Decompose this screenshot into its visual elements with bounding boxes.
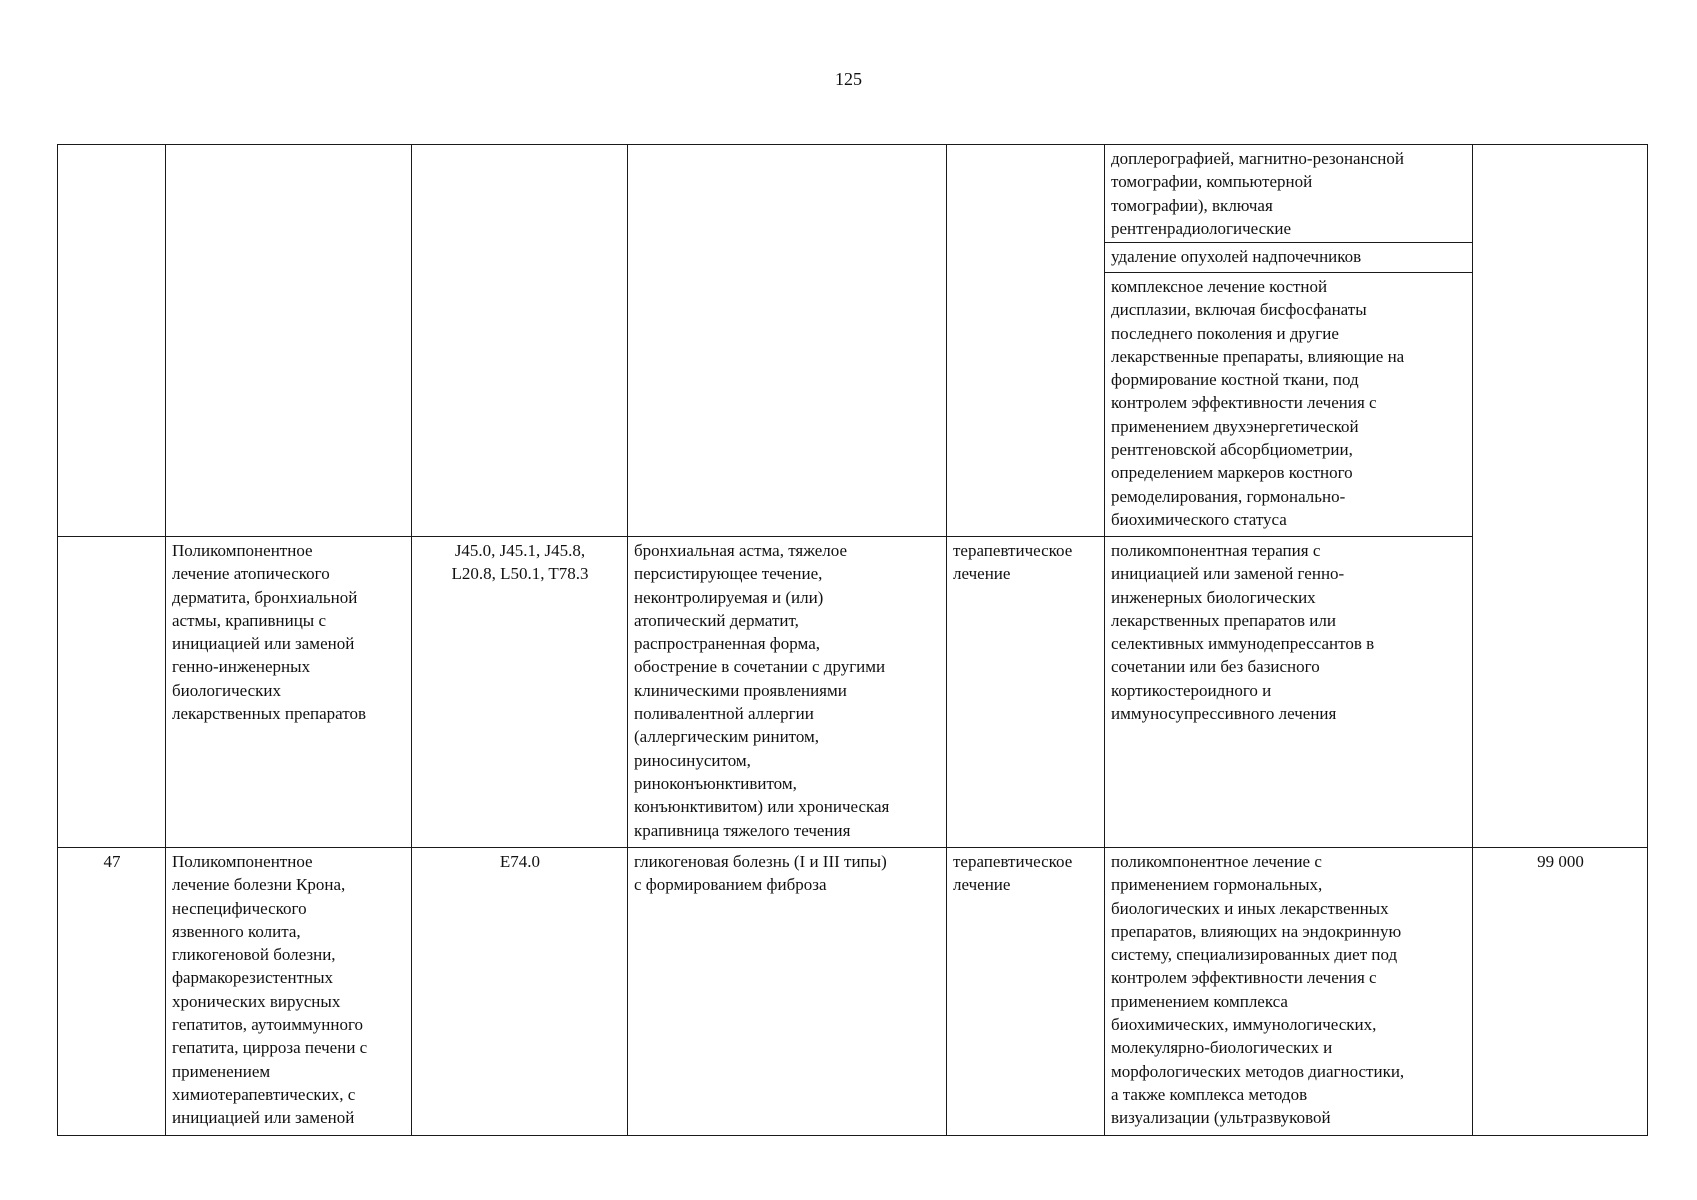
cell-method: комплексное лечение костной дисплазии, включая бисфосфанаты последнего поколения и другие лекарственные препараты, влияющие на формирование костной ткани, под контролем эффективности лечения с применением двухэнергетической рентгеновской абсорбциометрии, определением маркеров костного ремоделирования, гормонально- биохимического статуса: [1105, 273, 1473, 537]
cell-method: удаление опухолей надпочечников: [1105, 243, 1473, 273]
table-row-47: [58, 848, 1648, 1136]
cell-method: доплерографией, магнитно-резонансной томографии, компьютерной томографии), включая рентгенрадиологические: [1105, 145, 1473, 243]
table-row-atopic: [58, 537, 1648, 848]
cell-cost-empty: [1473, 145, 1648, 848]
cell-cost: 99 000: [1473, 848, 1648, 1136]
cell-model: гликогеновая болезнь (I и III типы) с формированием фиброза: [628, 848, 947, 1136]
cell-name-empty: [166, 145, 412, 537]
cell-method: поликомпонентная терапия с инициацией или заменой генно- инженерных биологических лекарственных препаратов или селективных иммунодепрессантов в сочетании или без базисного кортикостероидного и иммуносупрессивного лечения: [1105, 537, 1473, 848]
cell-name: Поликомпонентное лечение атопического дерматита, бронхиальной астмы, крапивницы с инициацией или заменой генно-инженерных биологических лекарственных препаратов: [166, 537, 412, 848]
cell-number-empty: [58, 145, 166, 537]
cell-codes: E74.0: [412, 848, 628, 1136]
cell-number-empty: [58, 537, 166, 848]
medical-care-table: [57, 144, 1648, 1136]
cell-codes-empty: [412, 145, 628, 537]
cell-name: Поликомпонентное лечение болезни Крона, неспецифического язвенного колита, гликогеновой болезни, фармакорезистентных хронических вирусных гепатитов, аутоиммунного гепатита, цирроза печени с применением химиотерапевтических, с инициацией или заменой: [166, 848, 412, 1136]
cell-codes: J45.0, J45.1, J45.8, L20.8, L50.1, T78.3: [412, 537, 628, 848]
cell-method: поликомпонентное лечение с применением гормональных, биологических и иных лекарственных препаратов, влияющих на эндокринную систему, специализированных диет под контролем эффективности лечения с применением комплекса биохимических, иммунологических, молекулярно-биологических и морфологических методов диагностики, а также комплекса методов визуализации (ультразвуковой: [1105, 848, 1473, 1136]
cell-treatment-type-empty: [947, 145, 1105, 537]
table-row-continued-1: [58, 145, 1648, 243]
cell-treatment-type: терапевтическое лечение: [947, 537, 1105, 848]
cell-treatment-type: терапевтическое лечение: [947, 848, 1105, 1136]
cell-model: бронхиальная астма, тяжелое персистирующее течение, неконтролируемая и (или) атопический дерматит, распространенная форма, обострение в сочетании с другими клиническими проявлениями поливалентной аллергии (аллергическим ринитом, риносинуситом, риноконъюнктивитом, конъюнктивитом) или хроническая крапивница тяжелого течения: [628, 537, 947, 848]
cell-number: 47: [58, 848, 166, 1136]
cell-model-empty: [628, 145, 947, 537]
page-number: 125: [835, 69, 862, 89]
